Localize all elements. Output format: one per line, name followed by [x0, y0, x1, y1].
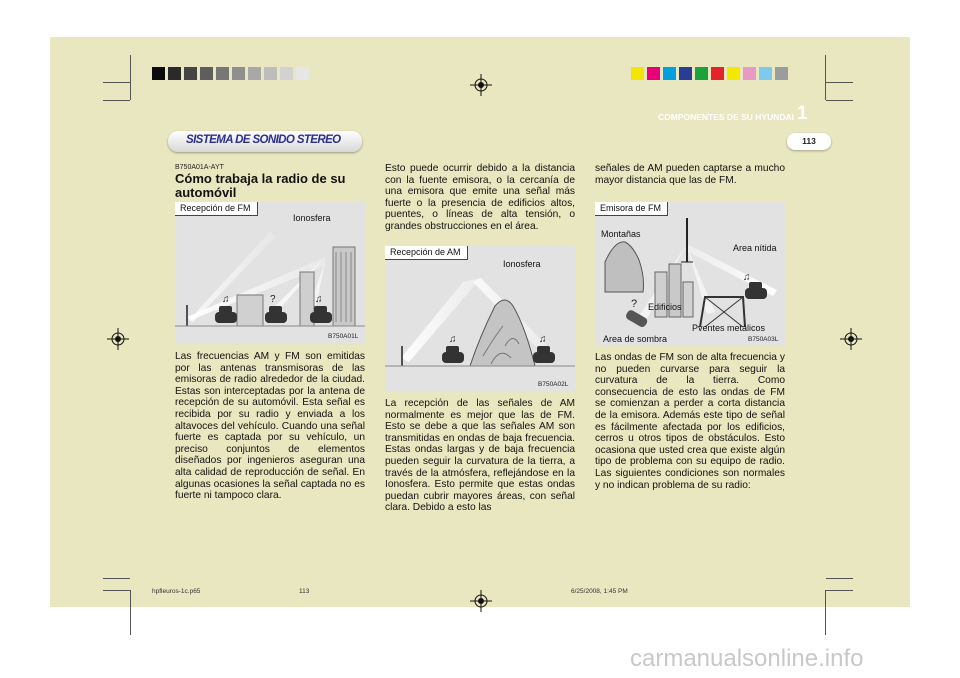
paragraph: señales de AM pueden captarse a mucho mayor distancia que las de FM. — [595, 163, 785, 186]
color-swatch — [663, 67, 676, 80]
paragraph: Las ondas de FM son de alta frecuencia y no pueden curvarse para seguir la curvatura de la tierra. Como consecuencia de esto las ondas de FM se comienzan a perder a corta distancia de la emisora. Además este tipo de señal es fácilmente afectada por los edificios, cerros u otros tipos de obstáculos. Esto ocasiona que usted crea que existe algún tipo de problema con su equipo de radio. Las siguientes condiciones son normales y no indican problema de su radio: — [595, 352, 785, 491]
chapter-label: COMPONENTES DE SU HYUNDAI — [657, 112, 794, 122]
color-swatch — [264, 67, 277, 80]
footer-datetime: 6/25/2008, 1:45 PM — [571, 588, 628, 595]
figure-code: B750A03L — [748, 336, 779, 343]
svg-text:?: ? — [270, 294, 276, 305]
color-swatch — [631, 67, 644, 80]
bridges-label: Pventes metálicos — [692, 323, 766, 333]
color-swatch — [200, 67, 213, 80]
color-swatch — [280, 67, 293, 80]
color-swatch — [168, 67, 181, 80]
watermark: carmanualsonline.info — [630, 645, 864, 672]
color-swatch — [775, 67, 788, 80]
svg-text:♫: ♫ — [315, 294, 323, 305]
paragraph: Esto puede ocurrir debido a la distancia con la fuente emisora, o la cercanía de una emisora que emite una señal más fuerte o la presencia de edificios altos, puentes, o líneas de alta tensión, o grandes obstrucciones en el área. — [385, 163, 575, 232]
figure-code: B750A01L — [328, 333, 359, 340]
footer-filename: hpfleuros-1c.p65 — [152, 588, 201, 595]
figure-tag: Recepción de FM — [175, 202, 258, 216]
color-swatch — [216, 67, 229, 80]
section-title: SISTEMA DE SONIDO STEREO — [186, 134, 341, 146]
fm-reception-illustration — [175, 202, 365, 344]
paragraph: Las frecuencias AM y FM son emitidas por las antenas transmisoras de las emisoras de radio alrededor de la ciudad. Estas son interceptadas por la antena de recepción de su automóvil. Esta señal es recibida por su radio y enviada a los altavoces del vehículo. Cuando una señal fuerte es captada por su vehículo, un preciso conjuntos de elementos diseñados por ingenieros aseguran una alta calidad de reproducción de señal. En algunas ocasiones la señal captada no es fuerte ni tampoco clara. — [175, 351, 365, 502]
svg-text:♫: ♫ — [222, 294, 230, 305]
registration-mark-icon — [470, 74, 492, 96]
svg-text:♫: ♫ — [539, 334, 547, 345]
color-swatch — [759, 67, 772, 80]
cmyk-color-bar — [631, 67, 788, 80]
grayscale-color-bar — [152, 67, 309, 80]
figure-tag: Emisora de FM — [595, 202, 668, 216]
clear-area-label: Area nítida — [733, 243, 777, 253]
color-swatch — [248, 67, 261, 80]
mountains-label: Montañas — [601, 229, 641, 239]
color-swatch — [743, 67, 756, 80]
registration-mark-icon — [840, 328, 862, 350]
color-swatch — [711, 67, 724, 80]
color-swatch — [184, 67, 197, 80]
am-reception-figure — [385, 246, 575, 392]
svg-text:?: ? — [631, 298, 638, 310]
page-number: 113 — [802, 136, 816, 146]
registration-mark-icon — [107, 328, 129, 350]
figure-code: B750A02L — [538, 381, 569, 388]
section-code: B750A01A-AYT — [175, 164, 224, 171]
am-reception-illustration — [385, 246, 575, 392]
chapter-number: 1 — [797, 103, 808, 124]
svg-text:♫: ♫ — [449, 334, 457, 345]
figure-tag: Recepción de AM — [385, 246, 468, 260]
color-swatch — [679, 67, 692, 80]
color-swatch — [647, 67, 660, 80]
fm-station-figure — [595, 202, 785, 346]
color-swatch — [296, 67, 309, 80]
registration-mark-icon — [470, 590, 492, 612]
color-swatch — [232, 67, 245, 80]
fm-reception-figure — [175, 202, 365, 344]
shadow-area-label: Area de sombra — [603, 334, 668, 344]
buildings-label: Edificios — [648, 302, 682, 312]
article-heading: Cómo trabaja la radio de su automóvil — [175, 171, 346, 200]
ionosphere-label: Ionosfera — [293, 213, 331, 223]
svg-text:♫: ♫ — [743, 272, 751, 283]
color-swatch — [695, 67, 708, 80]
color-swatch — [152, 67, 165, 80]
color-swatch — [727, 67, 740, 80]
ionosphere-label: Ionosfera — [503, 259, 541, 269]
paragraph: La recepción de las señales de AM normalmente es mejor que las de FM. Esto se debe a que las señales AM son transmitidas en ondas de baja frecuencia. Estas ondas largas y de baja frecuencia pueden seguir la curvatura de la tierra, a través de la atmósfera, reflejándose en la Ionosfera. Esto permite que estas ondas puedan cubrir mayores áreas, con señal clara. Debido a esto las — [385, 398, 575, 514]
footer-page: 113 — [299, 588, 310, 595]
